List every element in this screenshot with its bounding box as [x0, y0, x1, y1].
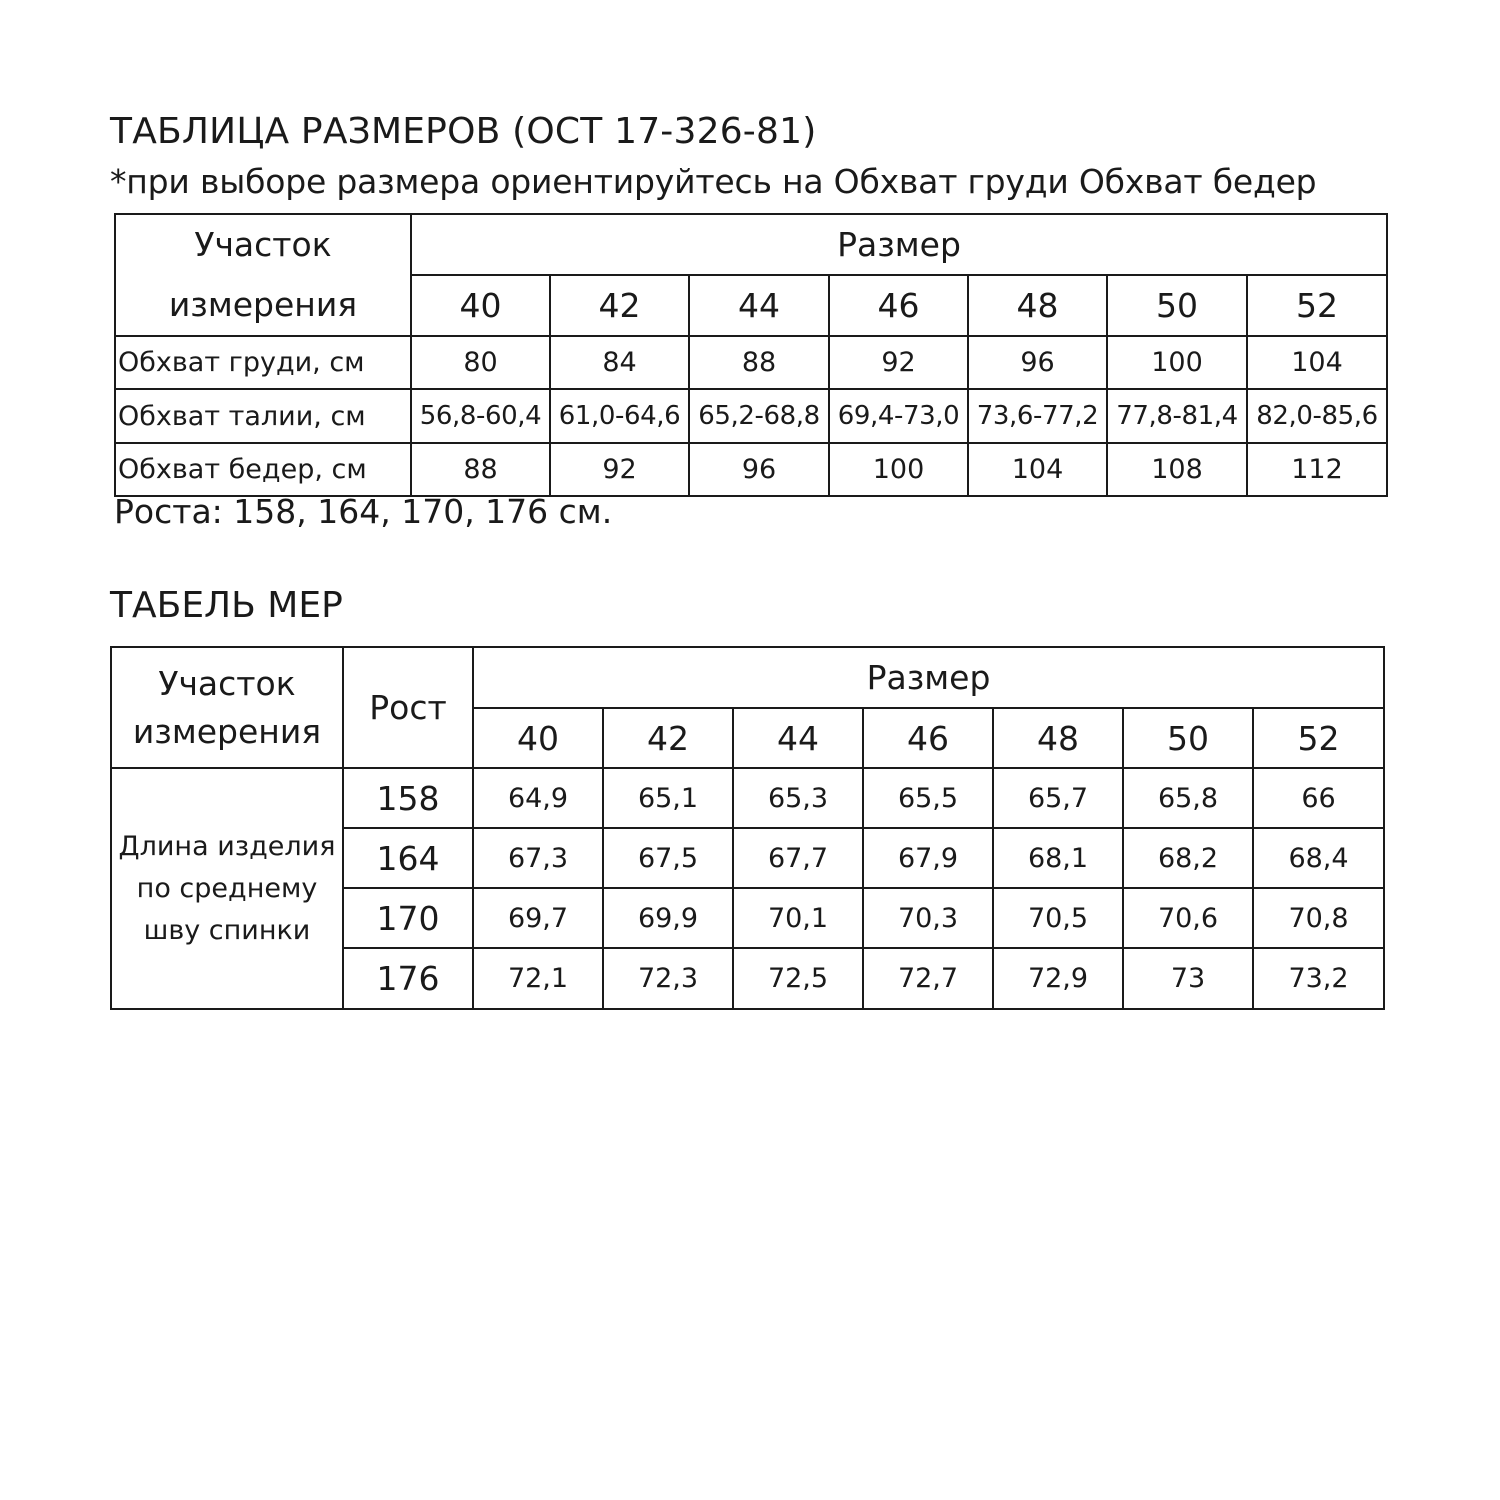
size-header-cell: 50 — [1123, 708, 1253, 768]
measurement-area-line2: измерения — [132, 711, 322, 751]
row-label: Обхват талии, см — [115, 389, 411, 443]
table-row — [115, 443, 1387, 496]
table-cell: 65,2-68,8 — [689, 389, 829, 443]
size-header-cell: 48 — [968, 275, 1107, 336]
measurement-area-line2: измерения — [168, 285, 358, 324]
measurement-area-line1: Участок — [158, 663, 296, 703]
row-label: Обхват груди, см — [115, 336, 411, 389]
table-cell: 92 — [829, 336, 968, 389]
table-cell: 65,7 — [993, 768, 1123, 828]
size-group-header: Размер — [411, 214, 1387, 275]
table-cell: 70,1 — [733, 888, 863, 948]
table-cell: 65,1 — [603, 768, 733, 828]
measurement-area-header — [115, 214, 411, 336]
table-cell: 61,0-64,6 — [550, 389, 689, 443]
table-cell: 72,3 — [603, 948, 733, 1009]
heights-note: Роста: 158, 164, 170, 176 см. — [114, 492, 613, 531]
table-cell: 77,8-81,4 — [1107, 389, 1247, 443]
table-cell: 82,0-85,6 — [1247, 389, 1387, 443]
size-header-cell: 52 — [1253, 708, 1384, 768]
table-cell: 72,7 — [863, 948, 993, 1009]
table-cell: 104 — [1247, 336, 1387, 389]
table-cell: 88 — [411, 443, 550, 496]
height-header: Рост — [343, 647, 473, 768]
table-cell: 67,3 — [473, 828, 603, 888]
table-cell: 72,1 — [473, 948, 603, 1009]
size-header-cell: 46 — [829, 275, 968, 336]
measure-label — [111, 768, 343, 1009]
row-label: Обхват бедер, см — [115, 443, 411, 496]
size-header-cell: 42 — [603, 708, 733, 768]
table-cell: 70,6 — [1123, 888, 1253, 948]
size-header-cell: 48 — [993, 708, 1123, 768]
measure-table-title: ТАБЕЛЬ МЕР — [110, 585, 343, 626]
measure-label-line: шву спинки — [143, 914, 311, 946]
height-cell: 176 — [343, 948, 473, 1009]
height-cell: 164 — [343, 828, 473, 888]
table-cell: 66 — [1253, 768, 1384, 828]
size-table-title: ТАБЛИЦА РАЗМЕРОВ (ОСТ 17-326-81) — [110, 111, 817, 152]
table-row — [115, 336, 1387, 389]
size-header-cell: 44 — [733, 708, 863, 768]
table-cell: 112 — [1247, 443, 1387, 496]
table-cell: 67,7 — [733, 828, 863, 888]
size-header-cell: 40 — [473, 708, 603, 768]
table-cell: 69,9 — [603, 888, 733, 948]
table-cell: 68,4 — [1253, 828, 1384, 888]
table-cell: 96 — [968, 336, 1107, 389]
table-cell: 68,2 — [1123, 828, 1253, 888]
table-row — [115, 389, 1387, 443]
table-cell: 88 — [689, 336, 829, 389]
table-cell: 65,3 — [733, 768, 863, 828]
table-cell: 96 — [689, 443, 829, 496]
table-cell: 68,1 — [993, 828, 1123, 888]
table-cell: 84 — [550, 336, 689, 389]
table-cell: 64,9 — [473, 768, 603, 828]
height-cell: 170 — [343, 888, 473, 948]
size-header-cell: 42 — [550, 275, 689, 336]
table-cell: 108 — [1107, 443, 1247, 496]
size-selection-note: *при выборе размера ориентируйтесь на Обхват груди Обхват бедер — [110, 162, 1317, 201]
table-cell: 69,4-73,0 — [829, 389, 968, 443]
table-row — [111, 768, 1384, 828]
measure-label-line: Длина изделия — [118, 830, 336, 862]
table-cell: 56,8-60,4 — [411, 389, 550, 443]
table-cell: 65,5 — [863, 768, 993, 828]
size-header-cell: 44 — [689, 275, 829, 336]
table-cell: 73,2 — [1253, 948, 1384, 1009]
size-group-header: Размер — [473, 647, 1384, 708]
table-cell: 73,6-77,2 — [968, 389, 1107, 443]
size-header-cell: 40 — [411, 275, 550, 336]
table-cell: 67,5 — [603, 828, 733, 888]
measurement-area-header — [111, 647, 343, 768]
height-cell: 158 — [343, 768, 473, 828]
table-cell: 92 — [550, 443, 689, 496]
table-cell: 70,3 — [863, 888, 993, 948]
table-cell: 73 — [1123, 948, 1253, 1009]
table-cell: 72,9 — [993, 948, 1123, 1009]
table-cell: 100 — [1107, 336, 1247, 389]
table-cell: 70,5 — [993, 888, 1123, 948]
measure-table — [110, 646, 1385, 1010]
table-cell: 65,8 — [1123, 768, 1253, 828]
table-cell: 104 — [968, 443, 1107, 496]
table-cell: 100 — [829, 443, 968, 496]
measurement-area-line1: Участок — [194, 225, 332, 264]
table-cell: 72,5 — [733, 948, 863, 1009]
table-cell: 67,9 — [863, 828, 993, 888]
size-header-cell: 46 — [863, 708, 993, 768]
size-table — [114, 213, 1388, 497]
table-cell: 69,7 — [473, 888, 603, 948]
size-header-cell: 52 — [1247, 275, 1387, 336]
measure-label-line: по среднему — [136, 872, 318, 904]
size-header-cell: 50 — [1107, 275, 1247, 336]
table-cell: 70,8 — [1253, 888, 1384, 948]
table-cell: 80 — [411, 336, 550, 389]
